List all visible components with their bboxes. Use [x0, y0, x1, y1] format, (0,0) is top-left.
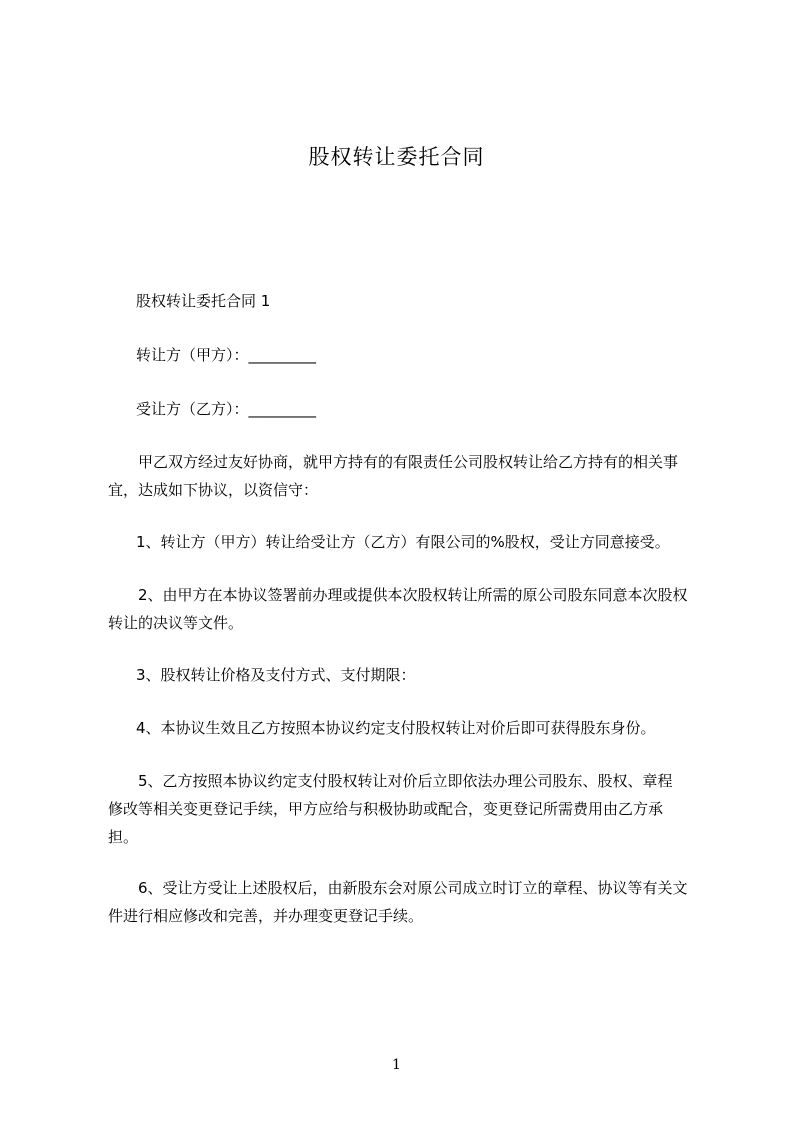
contract-subtitle: 股权转让委托合同 1	[136, 292, 271, 310]
party-a-line: 转让方（甲方）：_________	[136, 346, 317, 364]
document-title: 股权转让委托合同	[308, 145, 485, 169]
clause-2: 2、由甲方在本协议签署前办理或提供本次股权转让所需的原公司股东同意本次股权转让的决议等文件。	[108, 586, 688, 632]
clause-3: 3、股权转让价格及支付方式、支付期限：	[136, 666, 416, 684]
clause-1: 1、转让方（甲方）转让给受让方（乙方）有限公司的%股权，受让方同意接受。	[136, 533, 670, 551]
party-b-line: 受让方（乙方）：_________	[136, 400, 317, 418]
clause-4: 4、本协议生效且乙方按照本协议约定支付股权转让对价后即可获得股东身份。	[136, 719, 656, 737]
page-number: 1	[392, 1057, 401, 1073]
clause-5: 5、乙方按照本协议约定支付股权转让对价后立即依法办理公司股东、股权、章程 修改等相关变更登记手续，甲方应给与积极协助或配合，变更登记所需费用由乙方承担。	[108, 772, 673, 846]
clause-6: 6、受让方受让上述股权后，由新股东会对原公司成立时订立的章程、协议等有关文件进行相应修改和完善，并办理变更登记手续。	[108, 879, 688, 925]
intro-paragraph: 甲乙双方经过友好协商，就甲方持有的有限责任公司股权转让给乙方持有的相关事宜，达成如下协议，以资信守：	[108, 453, 679, 499]
